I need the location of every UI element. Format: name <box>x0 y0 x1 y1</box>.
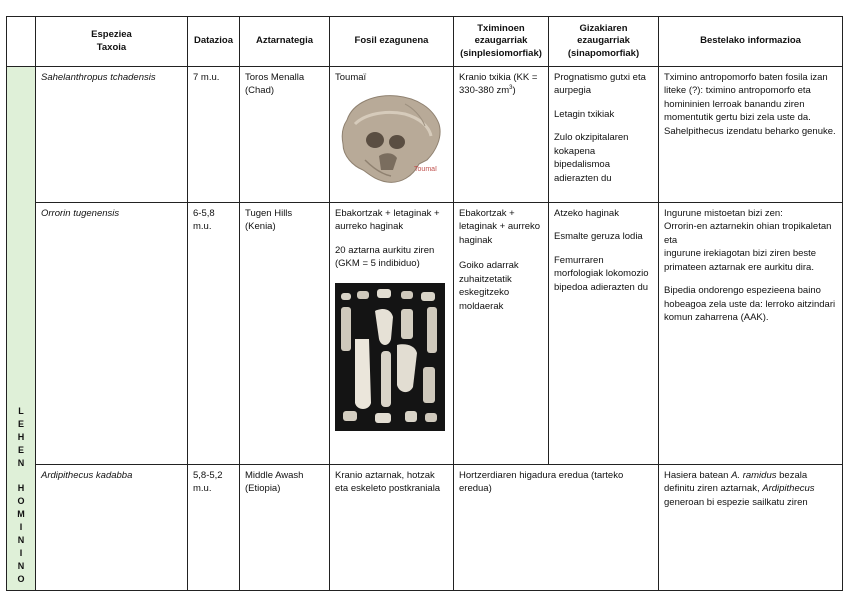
header-site: Aztarnategia <box>240 17 330 67</box>
header-human-traits: Gizakiaren ezaugarriak (sinapomorfiak) <box>549 17 659 67</box>
date-cell: 5,8-5,2 m.u. <box>188 465 240 591</box>
human-traits-cell: Atzeko haginak Esmalte geruza lodia Femurraren morfologiak lokomozio bipedoa adierazten du <box>549 203 659 465</box>
other-info-cell: Ingurune mistoetan bizi zen: Orrorin-en aztarnekin ohian tropikaletan eta ingurune irekiagotan bizi ziren beste primateen aztarnak ere aurkitu dira. Bipedia ondorengo espezieena baino hobeagoa zela uste da: lerroko aitzindari komun zaharrena (AAK). <box>659 203 843 465</box>
other-info-cell: Hasiera batean A. ramidus bezala definitu ziren aztarnak, Ardipithecus generoan bi espezie sailkatu ziren <box>659 465 843 591</box>
header-fossil: Fosil ezagunena <box>330 17 454 67</box>
orrorin-fossils-image <box>335 283 445 431</box>
group-label: L E H E N H O M I N I N O <box>17 406 25 584</box>
species-cell: Sahelanthropus tchadensis <box>36 67 188 203</box>
date-cell: 6-5,8 m.u. <box>188 203 240 465</box>
ape-traits-cell: Ebakortzak + letaginak + aurreko haginak Goiko adarrak zuhaitzetatik eskegitzeko moldaerak <box>454 203 549 465</box>
group-label-cell <box>7 67 36 591</box>
table-row <box>7 203 843 465</box>
fossil-bones-icon <box>335 283 445 431</box>
header-taxon: Espeziea Taxoia <box>36 17 188 67</box>
table-row <box>7 465 843 591</box>
species-cell: Orrorin tugenensis <box>36 203 188 465</box>
header-other-info: Bestelako informazioa <box>659 17 843 67</box>
site-cell: Toros Menalla (Chad) <box>240 67 330 203</box>
hominin-table <box>6 16 843 591</box>
header-blank <box>7 17 36 67</box>
date-cell: 7 m.u. <box>188 67 240 203</box>
toumai-skull-image <box>335 90 445 190</box>
other-info-cell: Tximino antropomorfo baten fosila izan liteke (?): tximino antropomorfo eta homininien lerroak banandu ziren momentutik gertu bizi zela uste da. Sahelpithecus izendatu beharko genuke. <box>659 67 843 203</box>
image-caption: Toumaï <box>414 165 437 173</box>
fossil-cell: Toumaï Toumaï <box>330 67 454 203</box>
header-row <box>7 17 843 67</box>
header-ape-traits: Tximinoen ezaugarriak (sinplesiomorfiak) <box>454 17 549 67</box>
site-cell: Tugen Hills (Kenia) <box>240 203 330 465</box>
fossil-cell: Kranio aztarnak, hotzak eta eskeleto postkraniala <box>330 465 454 591</box>
fossil-cell: Ebakortzak + letaginak + aurreko haginak 20 aztarna aurkitu ziren (GKM = 5 indibiduo) <box>330 203 454 465</box>
human-traits-cell: Prognatismo gutxi eta aurpegia Letagin txikiak Zulo okzipitalaren kokapena bipedalismoa adierazten du <box>549 67 659 203</box>
species-cell: Ardipithecus kadabba <box>36 465 188 591</box>
merged-traits-cell: Hortzerdiaren higadura eredua (tarteko eredua) <box>454 465 659 591</box>
header-date: Datazioa <box>188 17 240 67</box>
ape-traits-cell: Kranio txikia (KK = 330-380 $zm^3$) <box>454 67 549 203</box>
skull-icon <box>335 90 445 190</box>
site-cell: Middle Awash (Etiopia) <box>240 465 330 591</box>
table-row <box>7 67 843 203</box>
